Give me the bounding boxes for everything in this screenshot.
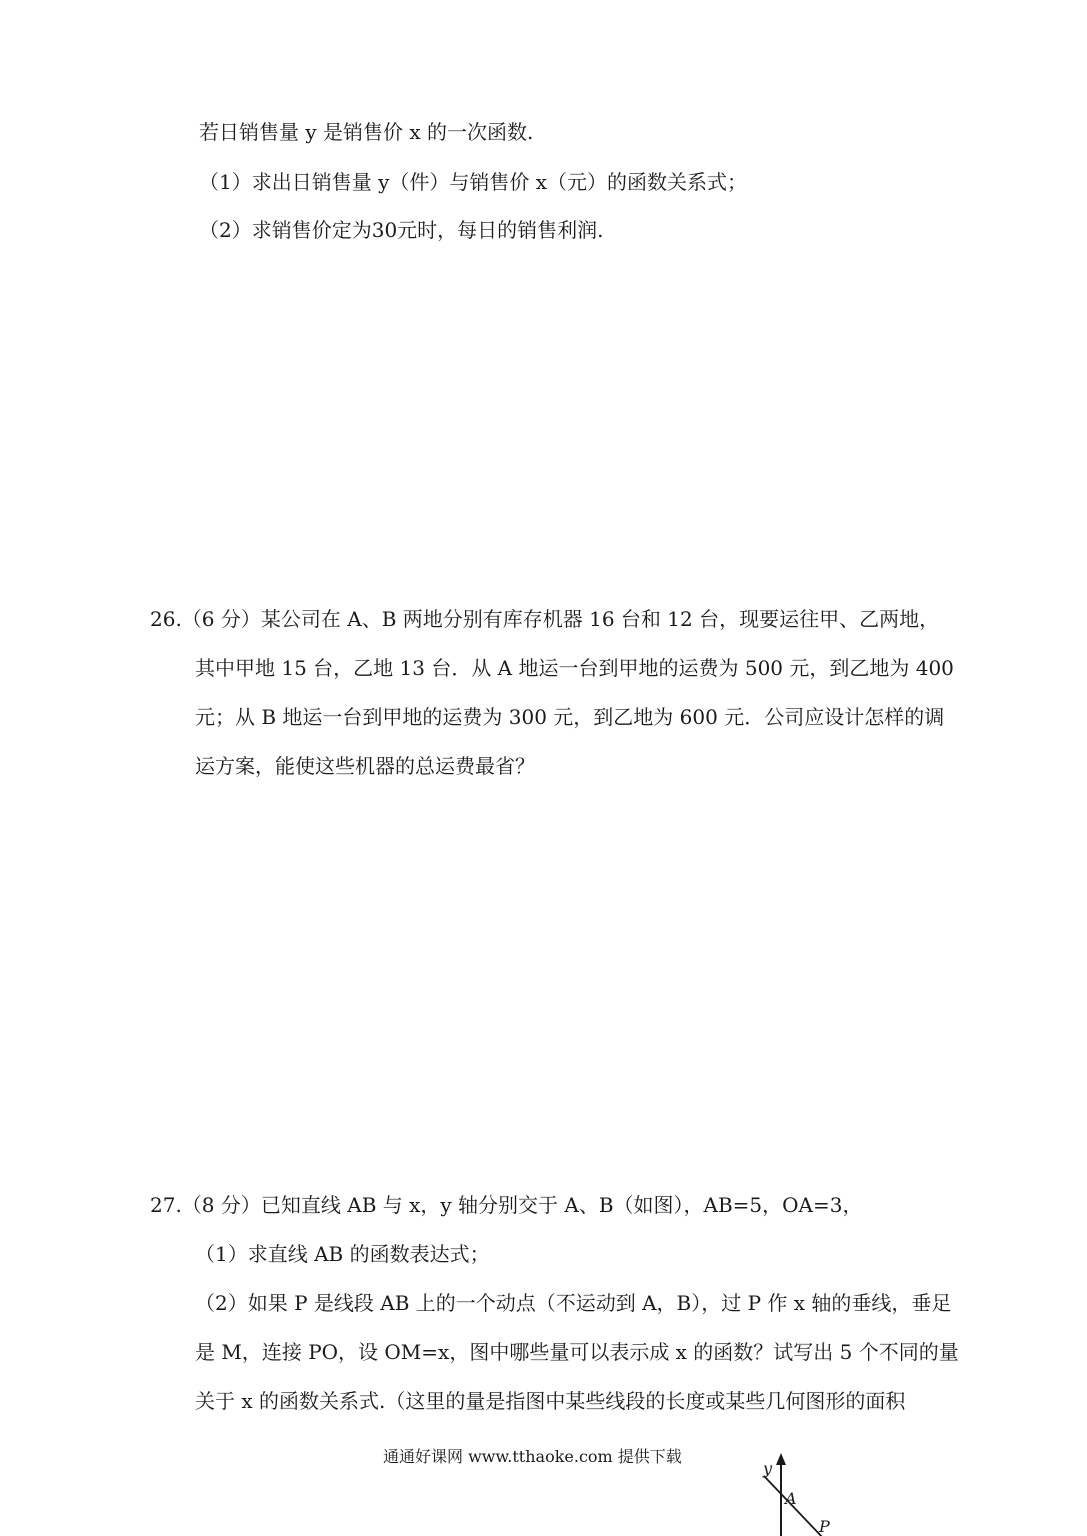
q26-line3: 元；从 B 地运一台到甲地的运费为 300 元，到乙地为 600 元．公司应设计怎样的调: [195, 705, 945, 729]
label-a: A: [785, 1489, 797, 1508]
q27-part2-line2: 是 M，连接 PO，设 OM=x，图中哪些量可以表示成 x 的函数？试写出 5 个不同的量: [195, 1340, 959, 1364]
q25-part1: （1）求出日销售量 y（件）与销售价 x（元）的函数关系式；: [199, 170, 748, 194]
q25-intro: 若日销售量 y 是销售价 x 的一次函数.: [199, 120, 534, 144]
q27-part1: （1）求直线 AB 的函数表达式；: [195, 1242, 490, 1266]
q26-line2: 其中甲地 15 台，乙地 13 台．从 A 地运一台到甲地的运费为 500 元，到乙地为 400: [195, 656, 954, 680]
q27-part2-line3: 关于 x 的函数关系式.（这里的量是指图中某些线段的长度或某些几何图形的面积: [195, 1389, 906, 1413]
q27-part2-line1: （2）如果 P 是线段 AB 上的一个动点（不运动到 A，B），过 P 作 x 轴的垂线，垂足: [195, 1291, 952, 1315]
coordinate-figure: [755, 1450, 845, 1536]
figure-svg: [755, 1450, 845, 1536]
q26-line1: 26.（6 分）某公司在 A、B 两地分别有库存机器 16 台和 12 台，现要运往甲、乙两地，: [150, 607, 940, 631]
y-axis-arrow: [776, 1453, 786, 1465]
label-y: y: [763, 1459, 773, 1478]
q25-part2: （2）求销售价定为30元时，每日的销售利润.: [199, 218, 604, 242]
label-p: P: [819, 1517, 830, 1536]
q27-line1: 27.（8 分）已知直线 AB 与 x，y 轴分别交于 A、B（如图），AB=5，OA=3，: [150, 1193, 863, 1217]
page-footer: 通通好课网 www.tthaoke.com 提供下载: [383, 1447, 682, 1466]
q26-line4: 运方案，能使这些机器的总运费最省？: [195, 754, 535, 778]
